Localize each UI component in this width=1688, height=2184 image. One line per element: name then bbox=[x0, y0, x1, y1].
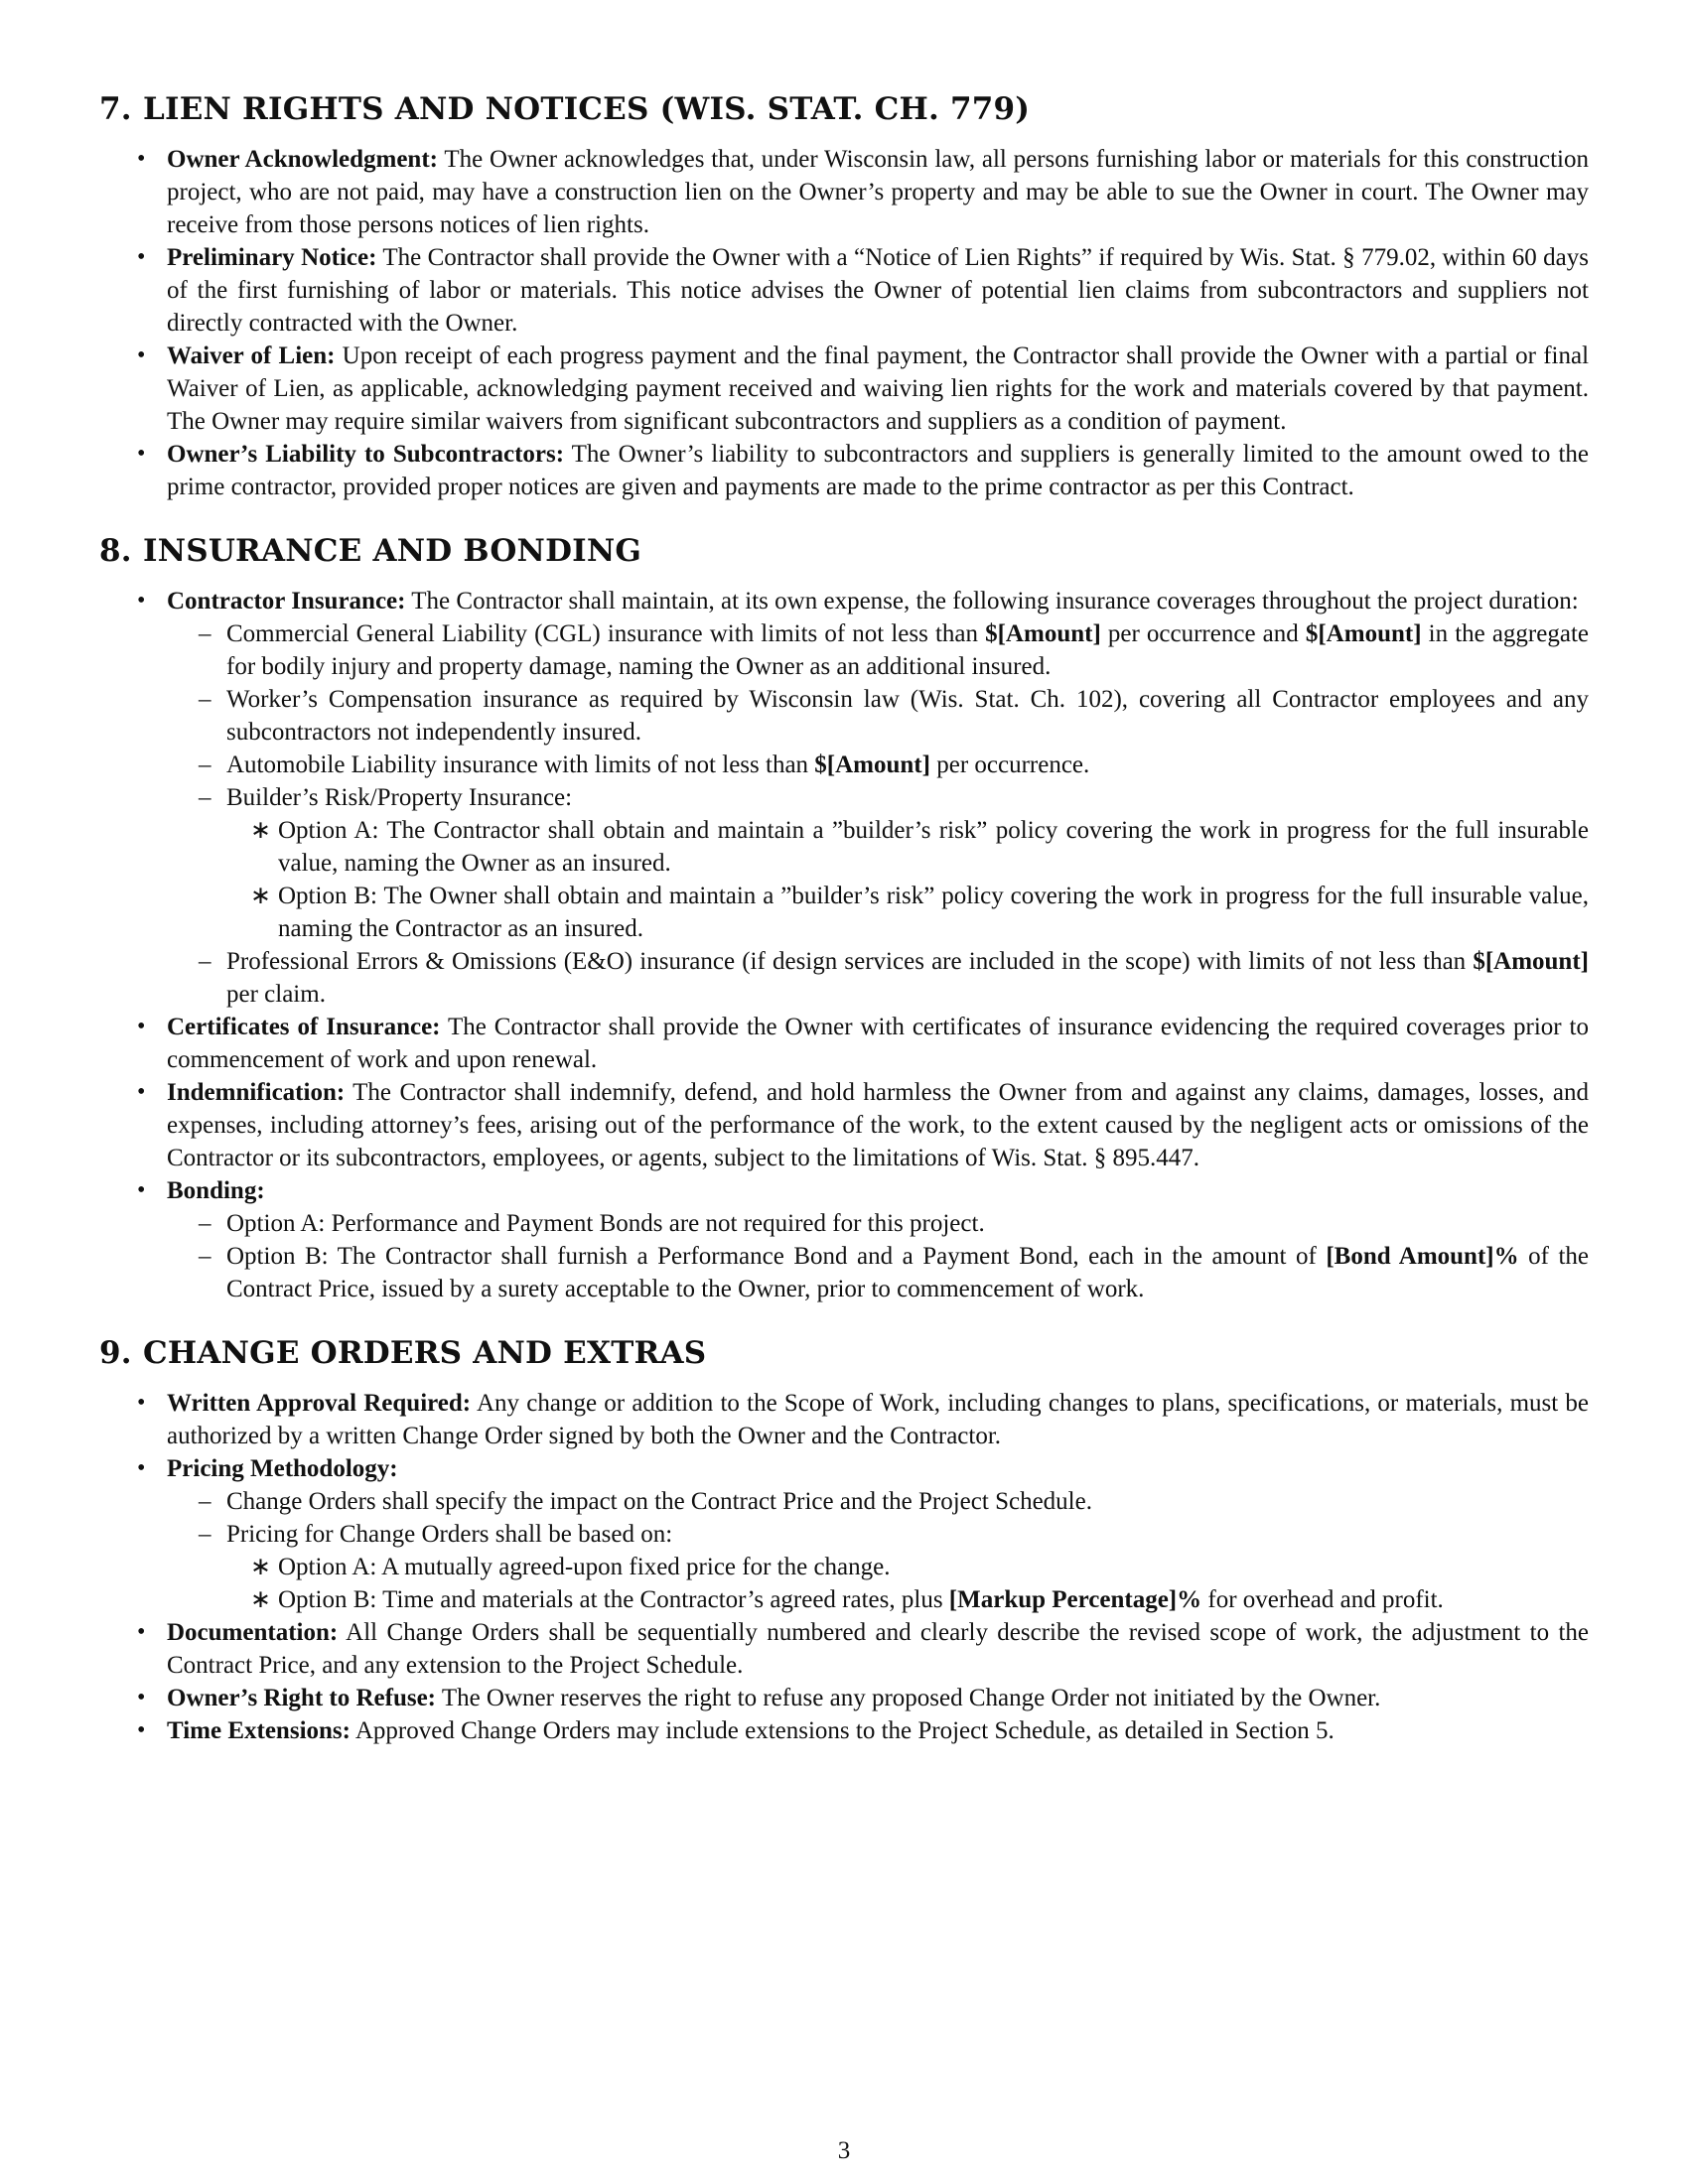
sub-item: – Option B: The Contractor shall furnish a Performance Bond and a Payment Bond, each in the amount of [Bond Amount]% of the Contract Price, issued by a surety acceptable to the Owner, prior to commencement of work. bbox=[167, 1240, 1589, 1305]
section-9-list bbox=[99, 1387, 1589, 1747]
bonding-sublist bbox=[167, 1207, 1589, 1305]
sub-item: – Pricing for Change Orders shall be based on: ∗ Option A: A mutually agreed-upon fixed price for the change. ∗ Option B: Time and materials at the Contractor’s agreed rates, plus [Markup Percentage]% for overhead and profit. bbox=[167, 1518, 1589, 1616]
section-7-list bbox=[99, 143, 1589, 503]
list-item: • Owner’s Liability to Subcontractors: The Owner’s liability to subcontractors and suppliers is generally limited to the amount owed to the prime contractor, provided proper notices are given and payments are made to the prime contractor as per this Contract. bbox=[99, 438, 1589, 503]
list-item: • Documentation: All Change Orders shall be sequentially numbered and clearly describe the revised scope of work, the adjustment to the Contract Price, and any extension to the Project Schedule. bbox=[99, 1616, 1589, 1682]
sub-item: – Option A: Performance and Payment Bonds are not required for this project. bbox=[167, 1207, 1589, 1240]
list-item: • Owner’s Right to Refuse: The Owner reserves the right to refuse any proposed Change Order not initiated by the Owner. bbox=[99, 1682, 1589, 1714]
option-item: ∗ Option A: A mutually agreed-upon fixed price for the change. bbox=[226, 1551, 1589, 1583]
list-item: • Pricing Methodology: – Change Orders shall specify the impact on the Contract Price and the Project Schedule. – Pricing for Change Orders shall be based on: ∗ Option A: A mutually agreed-upon fixed price for the change. ∗ Option B: Time and materials at the Contractor’s agreed rates, plus [Markup Percentage]% for overhead and profit. bbox=[99, 1452, 1589, 1616]
option-item: ∗ Option A: The Contractor shall obtain and maintain a ”builder’s risk” policy covering the work in progress for the full insurable value, naming the Owner as an insured. bbox=[226, 814, 1589, 880]
section-heading: 7. LIEN RIGHTS AND NOTICES (WIS. STAT. CH. 779) bbox=[99, 91, 1031, 127]
list-item: • Bonding: – Option A: Performance and Payment Bonds are not required for this project. – Option B: The Contractor shall furnish a Performance Bond and a Payment Bond, each in the amount of [Bond Amount]% of the Contract Price, issued by a surety acceptable to the Owner, prior to commencement of work. bbox=[99, 1174, 1589, 1305]
list-item: • Indemnification: The Contractor shall indemnify, defend, and hold harmless the Owner from and against any claims, damages, losses, and expenses, including attorney’s fees, arising out of the performance of the work, to the extent caused by the negligent acts or omissions of the Contractor or its subcontractors, employees, or agents, subject to the limitations of Wis. Stat. § 895.447. bbox=[99, 1076, 1589, 1174]
pricing-options bbox=[226, 1551, 1589, 1616]
pricing-sublist bbox=[167, 1485, 1589, 1616]
sub-item: – Builder’s Risk/Property Insurance: ∗ Option A: The Contractor shall obtain and maintain a ”builder’s risk” policy covering the work in progress for the full insurable value, naming the Owner as an insured. ∗ Option B: The Owner shall obtain and maintain a ”builder’s risk” policy covering the work in progress for the full insurable value, naming the Contractor as an insured. bbox=[167, 781, 1589, 945]
section-7 bbox=[99, 89, 1589, 503]
sub-item: – Professional Errors & Omissions (E&O) insurance (if design services are included in the scope) with limits of not less than $[Amount] per claim. bbox=[167, 945, 1589, 1011]
sub-item: – Automobile Liability insurance with limits of not less than $[Amount] per occurrence. bbox=[167, 749, 1589, 781]
list-item: • Written Approval Required: Any change or addition to the Scope of Work, including changes to plans, specifications, or materials, must be authorized by a written Change Order signed by both the Owner and the Contractor. bbox=[99, 1387, 1589, 1452]
sub-item: – Worker’s Compensation insurance as required by Wisconsin law (Wis. Stat. Ch. 102), covering all Contractor employees and any subcontractors not independently insured. bbox=[167, 683, 1589, 749]
list-item: • Waiver of Lien: Upon receipt of each progress payment and the final payment, the Contractor shall provide the Owner with a partial or final Waiver of Lien, as applicable, acknowledging payment received and waiving lien rights for the work and materials covered by that payment. The Owner may require similar waivers from significant subcontractors and suppliers as a condition of payment. bbox=[99, 340, 1589, 438]
section-8 bbox=[99, 531, 1589, 1305]
section-9 bbox=[99, 1333, 1589, 1747]
insurance-sublist bbox=[167, 617, 1589, 1011]
section-heading: 8. INSURANCE AND BONDING bbox=[99, 533, 642, 569]
sub-item: – Commercial General Liability (CGL) insurance with limits of not less than $[Amount] per occurrence and $[Amount] in the aggregate for bodily injury and property damage, naming the Owner as an additional insured. bbox=[167, 617, 1589, 683]
list-item: • Owner Acknowledgment: The Owner acknowledges that, under Wisconsin law, all persons furnishing labor or materials for this construction project, who are not paid, may have a construction lien on the Owner’s property and may be able to sue the Owner in court. The Owner may receive from those persons notices of lien rights. bbox=[99, 143, 1589, 241]
section-8-list bbox=[99, 585, 1589, 1305]
builders-risk-options bbox=[226, 814, 1589, 945]
section-heading: 9. CHANGE ORDERS AND EXTRAS bbox=[99, 1335, 707, 1371]
list-item: • Time Extensions: Approved Change Orders may include extensions to the Project Schedule, as detailed in Section 5. bbox=[99, 1714, 1589, 1747]
list-item: • Contractor Insurance: The Contractor shall maintain, at its own expense, the following insurance coverages throughout the project duration: – Commercial General Liability (CGL) insurance with limits of not less than $[Amount] per occurrence and $[Amount] in the aggregate for bodily injury and property damage, naming the Owner as an additional insured. – Worker’s Compensation insurance as required by Wisconsin law (Wis. Stat. Ch. 102), covering all Contractor employees and any subcontractors not independently insured. – Automobile Liability insurance with limits of not less than $[Amount] per occurrence. – Builder’s Risk/Property Insurance: ∗ Option A: The Contractor shall obtain and maintain a ”builder’s risk” policy covering the work in progress for the full insurable value, naming the Owner as an insured. ∗ Option B: The Owner shall obtain and maintain a ”builder’s risk” policy covering the work in progress for the full insurable value, naming the Contractor as an insured. – Professional Errors & Omissions (E&O) insurance (if design services are included in the scope) with limits of not less than $[Amount] per claim. bbox=[99, 585, 1589, 1011]
list-item: • Certificates of Insurance: The Contractor shall provide the Owner with certificates of insurance evidencing the required coverages prior to commencement of work and upon renewal. bbox=[99, 1011, 1589, 1076]
document-page bbox=[99, 89, 1589, 1775]
sub-item: – Change Orders shall specify the impact on the Contract Price and the Project Schedule. bbox=[167, 1485, 1589, 1518]
page-number: 3 bbox=[837, 2137, 851, 2164]
list-item: • Preliminary Notice: The Contractor shall provide the Owner with a “Notice of Lien Rights” if required by Wis. Stat. § 779.02, within 60 days of the first furnishing of labor or materials. This notice advises the Owner of potential lien claims from subcontractors and suppliers not directly contracted with the Owner. bbox=[99, 241, 1589, 340]
option-item: ∗ Option B: The Owner shall obtain and maintain a ”builder’s risk” policy covering the work in progress for the full insurable value, naming the Contractor as an insured. bbox=[226, 880, 1589, 945]
option-item: ∗ Option B: Time and materials at the Contractor’s agreed rates, plus [Markup Percentage]% for overhead and profit. bbox=[226, 1583, 1589, 1616]
